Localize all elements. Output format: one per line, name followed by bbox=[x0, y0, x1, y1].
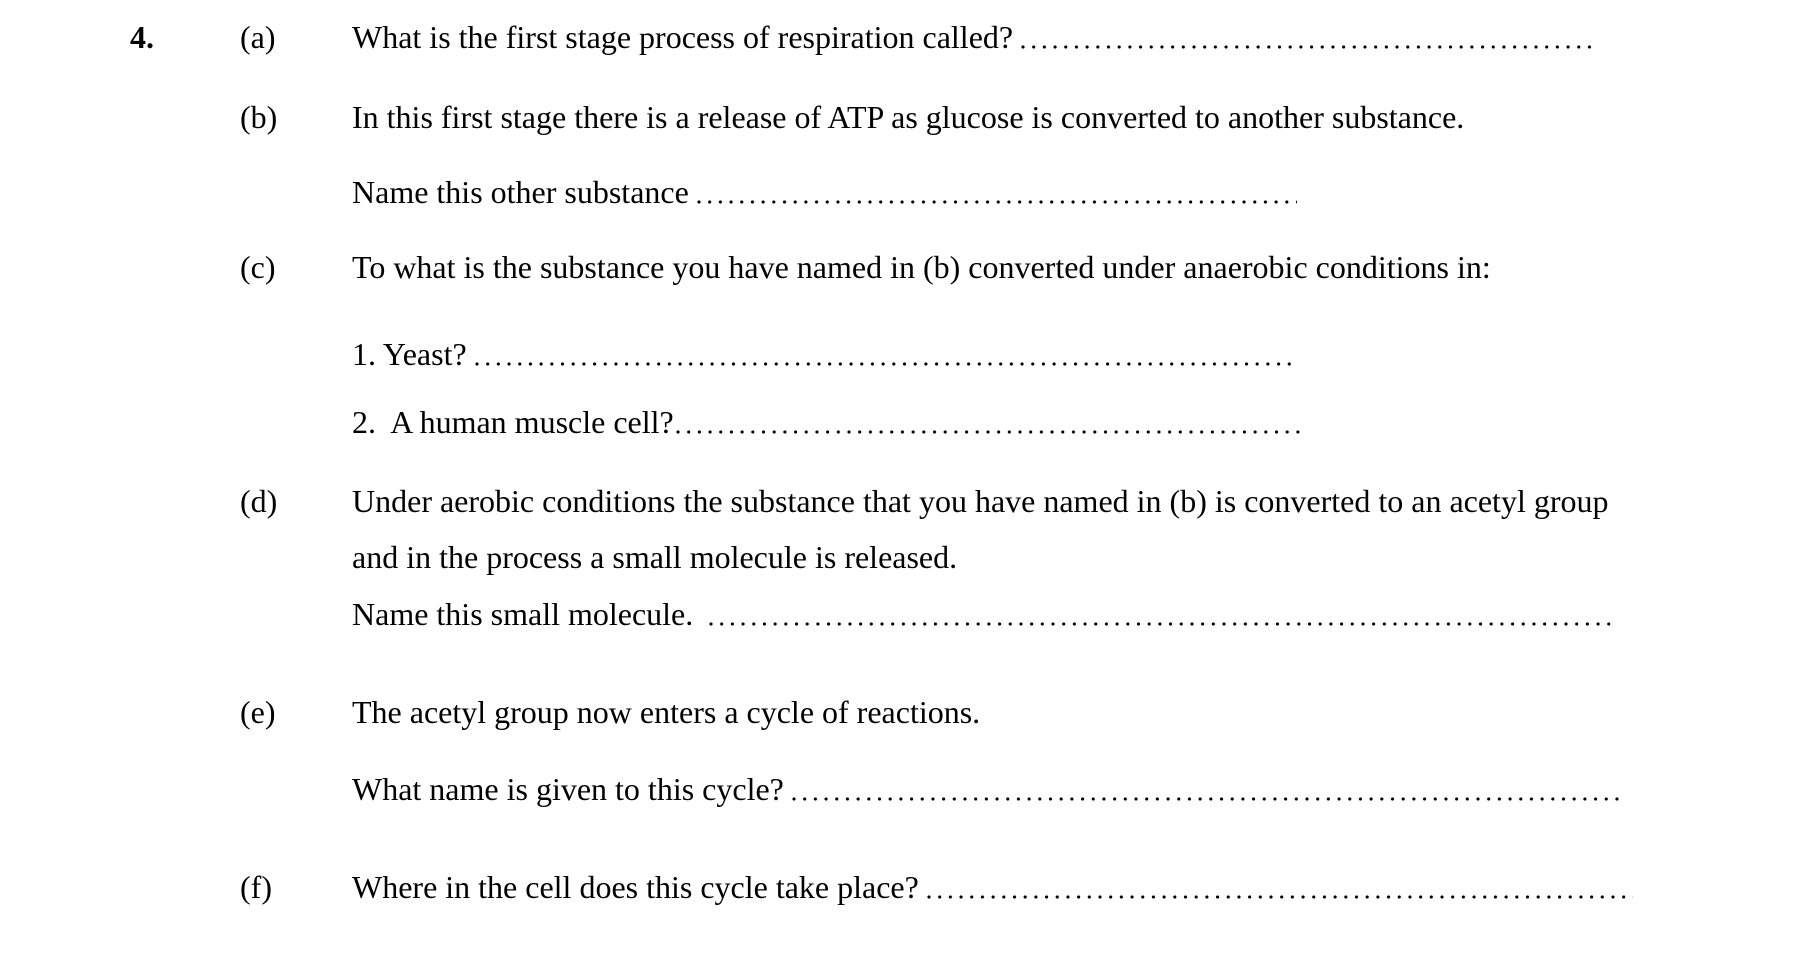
part-a-question bbox=[352, 21, 1594, 53]
question-number: 4. bbox=[130, 19, 154, 55]
part-c1-question bbox=[352, 338, 1293, 370]
part-c1-answer-blank[interactable] bbox=[475, 338, 1293, 370]
part-f-answer-blank[interactable] bbox=[927, 871, 1633, 903]
part-b-question bbox=[352, 176, 1297, 208]
part-c2-answer-blank[interactable] bbox=[676, 406, 1300, 438]
part-f-label: (f) bbox=[240, 869, 272, 905]
part-d-statement-line-2 bbox=[352, 541, 957, 573]
part-b-text: In this first stage there is a release of ATP as glucose is converted to another substance. bbox=[352, 99, 1465, 135]
part-c2-question bbox=[352, 406, 1300, 438]
part-d-question bbox=[352, 598, 1612, 630]
part-c-statement bbox=[352, 251, 1491, 283]
part-d-text-2: and in the process a small molecule is released. bbox=[352, 539, 958, 575]
part-b-prompt: Name this other substance bbox=[352, 174, 689, 210]
part-b-label: (b) bbox=[240, 99, 278, 135]
part-a-text: What is the first stage process of respiration called? bbox=[352, 19, 1014, 55]
part-b-answer-blank[interactable] bbox=[697, 176, 1297, 208]
part-d-text-1: Under aerobic conditions the substance that you have named in (b) is converted to an acetyl group bbox=[352, 483, 1609, 519]
part-d-answer-blank[interactable] bbox=[709, 598, 1612, 630]
part-c-label: (c) bbox=[240, 249, 276, 285]
part-d-statement-line-1 bbox=[352, 485, 1608, 517]
part-d-prompt: Name this small molecule. bbox=[352, 596, 694, 632]
part-c2-prompt: 2. A human muscle cell? bbox=[352, 404, 674, 440]
part-f-prompt: Where in the cell does this cycle take place? bbox=[352, 869, 919, 905]
part-d-label: (d) bbox=[240, 483, 278, 519]
part-b-statement bbox=[352, 101, 1464, 133]
part-c1-prompt: 1. Yeast? bbox=[352, 336, 467, 372]
part-a-answer-blank[interactable] bbox=[1021, 21, 1594, 53]
part-e-prompt: What name is given to this cycle? bbox=[352, 771, 784, 807]
part-e-statement bbox=[352, 696, 980, 728]
part-e-text: The acetyl group now enters a cycle of reactions. bbox=[352, 694, 981, 730]
part-a-label: (a) bbox=[240, 19, 276, 55]
part-e-answer-blank[interactable] bbox=[792, 773, 1626, 805]
part-e-label: (e) bbox=[240, 694, 276, 730]
part-c-text: To what is the substance you have named in (b) converted under anaerobic conditions in: bbox=[352, 249, 1491, 285]
part-e-question bbox=[352, 773, 1626, 805]
part-f-question bbox=[352, 871, 1633, 903]
